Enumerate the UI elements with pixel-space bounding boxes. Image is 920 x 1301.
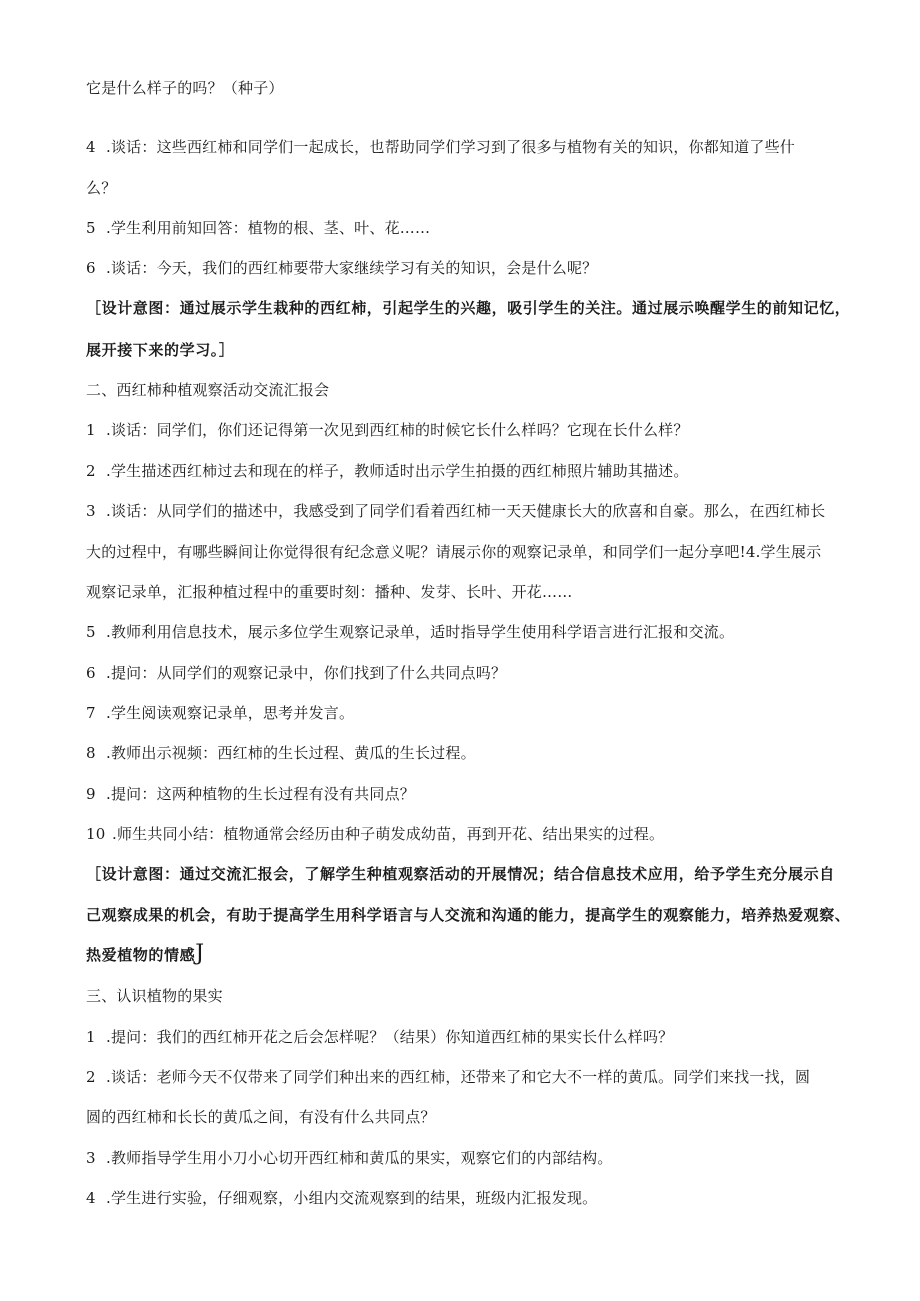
- list-item: 9 .提问：这两种植物的生长过程有没有共同点？: [86, 785, 415, 803]
- item-number: 5: [86, 623, 96, 641]
- list-item: 5 .学生利用前知回答：植物的根、茎、叶、花……: [86, 219, 431, 237]
- item-number: 8: [86, 744, 96, 762]
- item-number: 4: [86, 138, 96, 156]
- item-number: 1: [86, 421, 96, 439]
- list-item: 3 .教师指导学生用小刀小心切开西红柿和黄瓜的果实，观察它们的内部结构。: [86, 1149, 613, 1167]
- text-line: 么？: [86, 179, 117, 197]
- item-number: 2: [86, 462, 96, 480]
- item-number: 3: [86, 1149, 96, 1167]
- list-item: 3 .谈话：从同学们的描述中，我感受到了同学们看着西红柿一天天健康长大的欣喜和自豪。那么，在西红柿长: [86, 502, 826, 520]
- item-number: 7: [86, 704, 96, 722]
- item-number: 9: [86, 785, 96, 803]
- design-intent-note: 热爱植物的情感J: [86, 941, 205, 966]
- item-number: 2: [86, 1068, 96, 1086]
- item-number: 3: [86, 502, 96, 520]
- list-item: 8 .教师出示视频：西红柿的生长过程、黄瓜的生长过程。: [86, 744, 476, 762]
- list-item: 4 .谈话：这些西红柿和同学们一起成长，也帮助同学们学习到了很多与植物有关的知识，你都知道了些什: [86, 138, 795, 156]
- item-number: 10: [86, 825, 106, 843]
- list-item: 1 .谈话：同学们，你们还记得第一次见到西红柿的时候它长什么样吗？它现在长什么样？: [86, 421, 689, 439]
- item-number: 5: [86, 219, 96, 237]
- text-line: 它是什么样子的吗？（种子）: [86, 79, 284, 97]
- list-item: 2 .学生描述西红柿过去和现在的样子，教师适时出示学生拍摄的西红柿照片辅助其描述。: [86, 462, 689, 480]
- list-item: 10 .师生共同小结：植物通常会经历由种子萌发成幼苗，再到开花、结出果实的过程。: [86, 825, 665, 843]
- design-intent-note: ［设计意图：通过展示学生栽种的西红柿，引起学生的兴趣，吸引学生的关注。通过展示唤醒学生的前知记忆，: [86, 299, 851, 317]
- list-item: 1 .提问：我们的西红柿开花之后会怎样呢？（结果）你知道西红柿的果实长什么样吗？: [86, 1028, 674, 1046]
- item-number: 4: [86, 1189, 96, 1207]
- list-item: 2 .谈话：老师今天不仅带来了同学们种出来的西红柿，还带来了和它大不一样的黄瓜。同学们来找一找，圆: [86, 1068, 811, 1086]
- closing-mark: J: [195, 941, 205, 966]
- list-item: 7 .学生阅读观察记录单，思考并发言。: [86, 704, 355, 722]
- text-line: 观察记录单，汇报种植过程中的重要时刻：播种、发芽、长叶、开花……: [86, 583, 573, 601]
- text-line: 圆的西红柿和长长的黄瓜之间，有没有什么共同点？: [86, 1108, 436, 1126]
- list-item: 4 .学生进行实验，仔细观察，小组内交流观察到的结果，班级内汇报发现。: [86, 1189, 598, 1207]
- item-number: 6: [86, 664, 96, 682]
- design-intent-note: 展开接下来的学习。］: [86, 341, 235, 359]
- list-item: 6 .提问：从同学们的观察记录中，你们找到了什么共同点吗？: [86, 664, 507, 682]
- design-intent-note: 己观察成果的机会，有助于提高学生用科学语言与人交流和沟通的能力，提高学生的观察能力，培养热爱观察、: [86, 906, 851, 924]
- item-number: 1: [86, 1028, 96, 1046]
- text-line: 大的过程中，有哪些瞬间让你觉得很有纪念意义呢？请展示你的观察记录单，和同学们一起分享吧!4.学生展示: [86, 543, 822, 561]
- list-item: 6 .谈话：今天，我们的西红柿要带大家继续学习有关的知识，会是什么呢？: [86, 259, 598, 277]
- section-heading: 二、西红柿种植观察活动交流汇报会: [86, 381, 330, 399]
- list-item: 5 .教师利用信息技术，展示多位学生观察记录单，适时指导学生使用科学语言进行汇报和交流。: [86, 623, 735, 641]
- item-number: 6: [86, 259, 96, 277]
- design-intent-note: ［设计意图：通过交流汇报会，了解学生种植观察活动的开展情况；结合信息技术应用，给予学生充分展示自: [86, 865, 835, 883]
- section-heading: 三、认识植物的果实: [86, 987, 223, 1005]
